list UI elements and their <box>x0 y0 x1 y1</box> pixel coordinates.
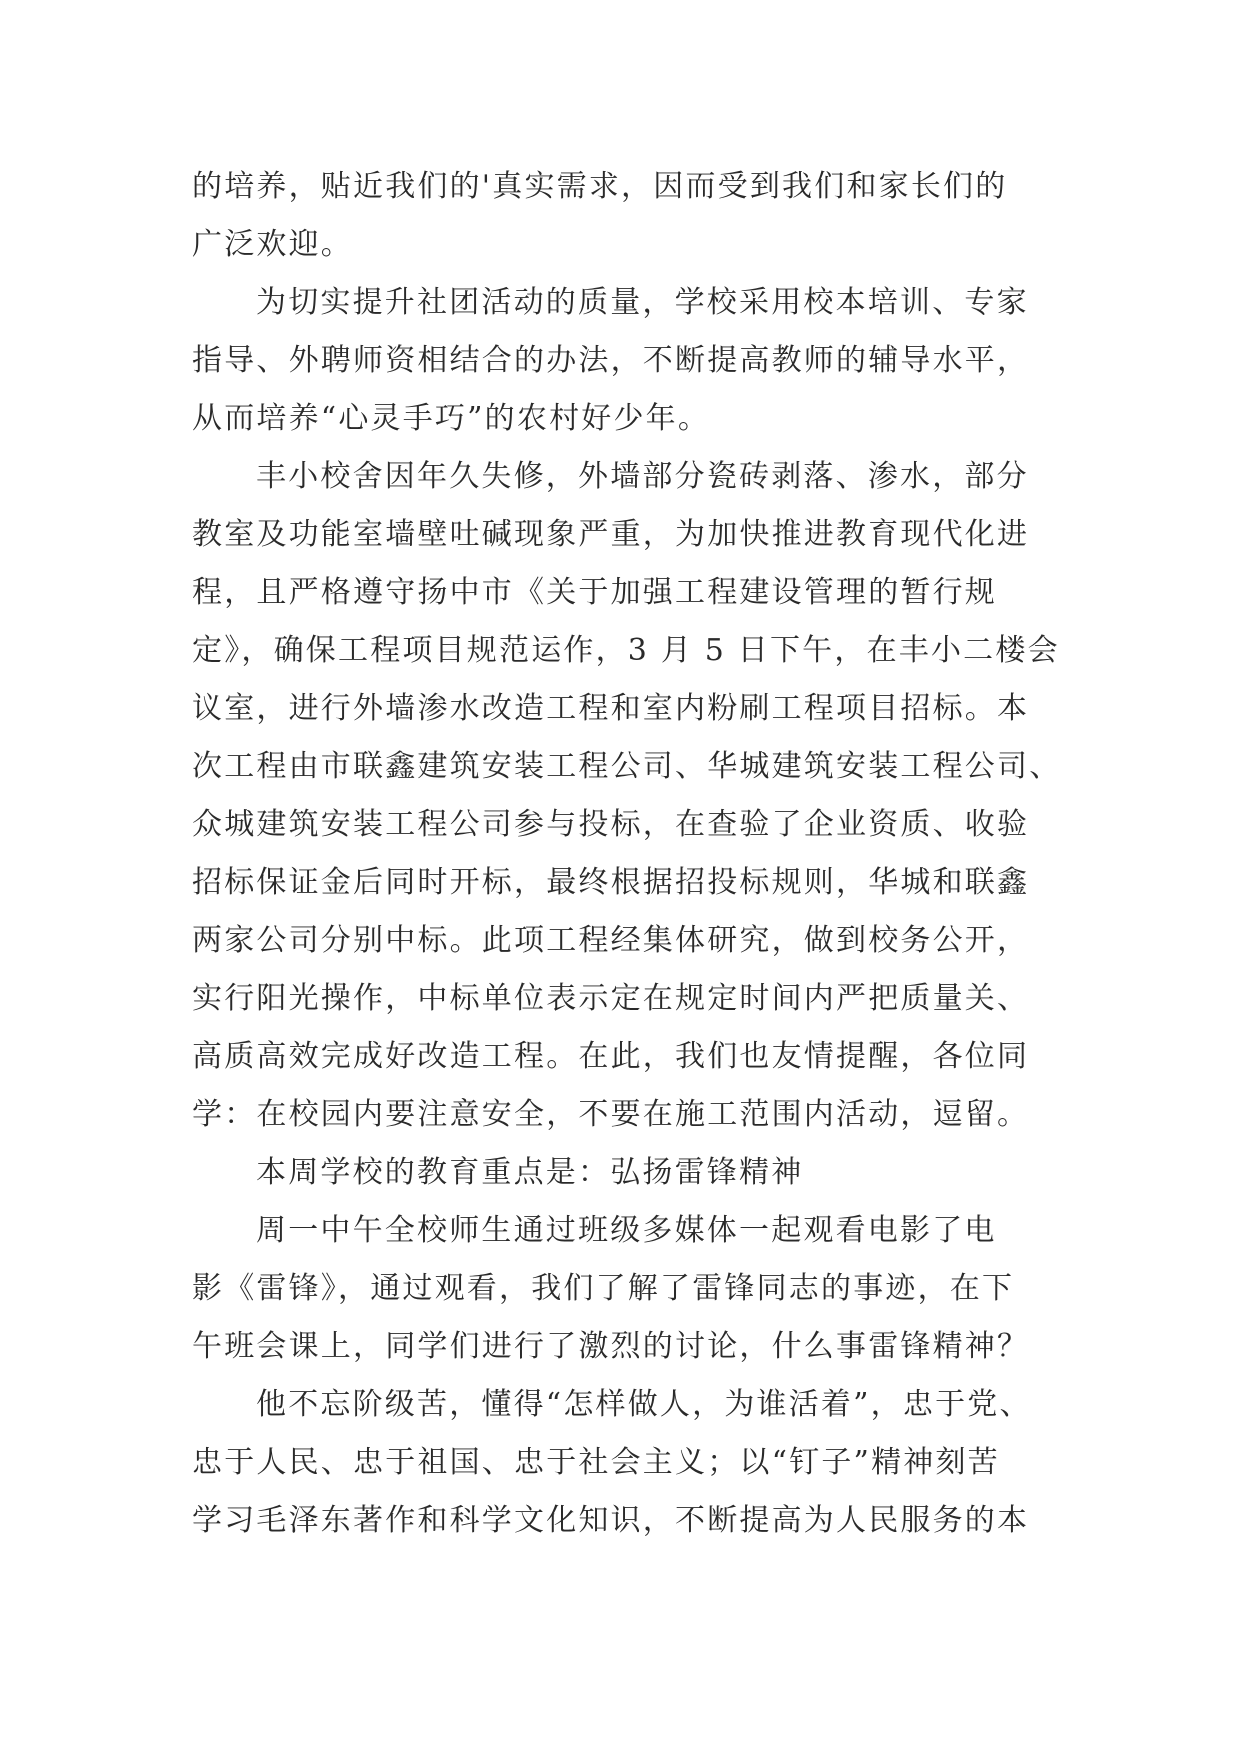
paragraph-line: 程，且严格遵守扬中市《关于加强工程建设管理的暂行规 <box>192 575 997 610</box>
paragraph-line: 指导、外聘师资相结合的办法，不断提高教师的辅导水平， <box>192 343 1030 378</box>
paragraph-line: 定》，确保工程项目规范运作，3 月 5 日下午，在丰小二楼会 <box>192 633 1060 668</box>
paragraph-line: 学习毛泽东著作和科学文化知识，不断提高为人民服务的本 <box>192 1503 1030 1538</box>
paragraph-first-line: 丰小校舍因年久失修，外墙部分瓷砖剥落、渗水，部分 <box>256 459 1029 494</box>
paragraph-line: 高质高效完成好改造工程。在此，我们也友情提醒，各位同 <box>192 1039 1030 1074</box>
paragraph-line: 次工程由市联鑫建筑安装工程公司、华城建筑安装工程公司、 <box>192 749 1062 784</box>
paragraph-first-line: 周一中午全校师生通过班级多媒体一起观看电影了电 <box>256 1213 997 1248</box>
paragraph-line: 忠于人民、忠于祖国、忠于社会主义；以“钉子”精神刻苦 <box>192 1445 1000 1480</box>
paragraph-line: 实行阳光操作，中标单位表示定在规定时间内严把质量关、 <box>192 981 1030 1016</box>
paragraph-line: 两家公司分别中标。此项工程经集体研究，做到校务公开， <box>192 923 1030 958</box>
paragraph-line: 招标保证金后同时开标，最终根据招投标规则，华城和联鑫 <box>192 865 1030 900</box>
paragraph-line: 广泛欢迎。 <box>192 227 353 262</box>
paragraph-line: 议室，进行外墙渗水改造工程和室内粉刷工程项目招标。本 <box>192 691 1030 726</box>
paragraph-first-line: 本周学校的教育重点是：弘扬雷锋精神 <box>256 1155 804 1190</box>
paragraph-line: 从而培养“心灵手巧”的农村好少年。 <box>192 401 711 436</box>
paragraph-line: 众城建筑安装工程公司参与投标，在查验了企业资质、收验 <box>192 807 1030 842</box>
paragraph-line: 影《雷锋》，通过观看，我们了解了雷锋同志的事迹，在下 <box>192 1271 1015 1306</box>
paragraph-first-line: 他不忘阶级苦，懂得“怎样做人，为谁活着”，忠于党、 <box>256 1387 1032 1422</box>
paragraph-line: 学：在校园内要注意安全，不要在施工范围内活动，逗留。 <box>192 1097 1030 1132</box>
paragraph-line: 教室及功能室墙壁吐碱现象严重，为加快推进教育现代化进 <box>192 517 1030 552</box>
paragraph-line: 午班会课上，同学们进行了激烈的讨论，什么事雷锋精神？ <box>192 1329 1030 1364</box>
paragraph-first-line: 为切实提升社团活动的质量，学校采用校本培训、专家 <box>256 285 1029 320</box>
document-body <box>192 158 1072 1550</box>
paragraph-line: 的培养，贴近我们的'真实需求，因而受到我们和家长们的 <box>192 169 1008 204</box>
